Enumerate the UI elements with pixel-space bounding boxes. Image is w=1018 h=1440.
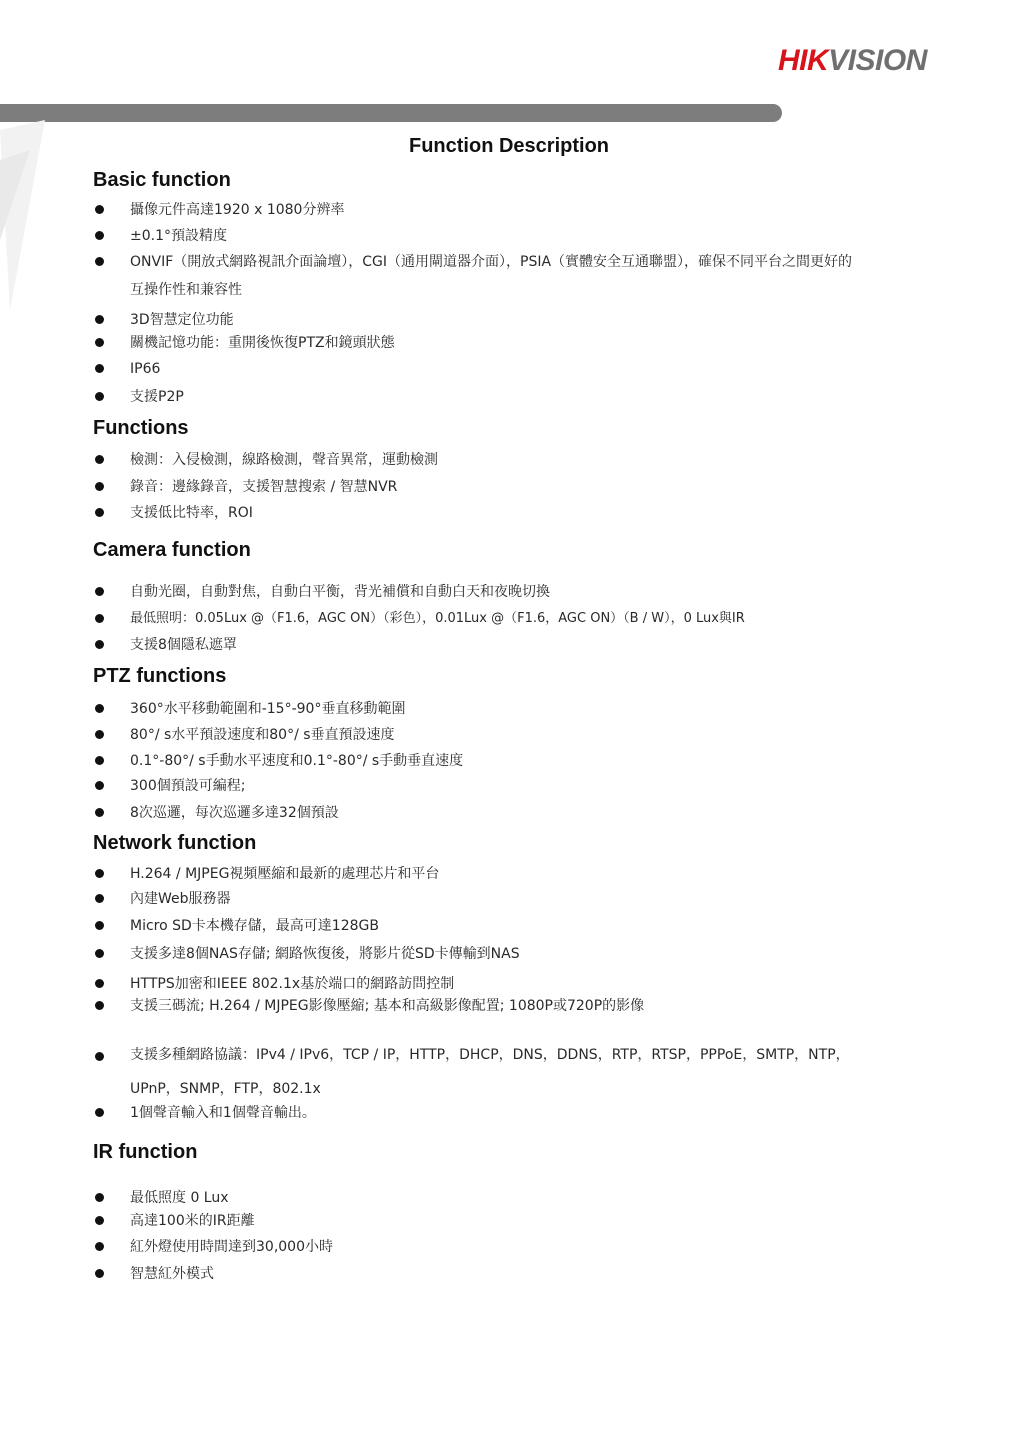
document-title: Function Description — [409, 135, 609, 157]
list-item: 高達100米的IR距離 — [95, 1207, 885, 1235]
list-item: 自動光圈，自動對焦，自動白平衡，背光補償和自動白天和夜晚切換 — [95, 578, 885, 606]
list-item: 支援多達8個NAS存儲; 網路恢復後，將影片從SD卡傳輸到NAS — [95, 940, 885, 968]
logo-text-hik: HIK — [778, 44, 829, 77]
list-item: 支援8個隱私遮罩 — [95, 631, 885, 659]
bullet-icon — [95, 640, 104, 649]
section-title-ir-function: IR function — [93, 1141, 198, 1163]
list-item: 300個預設可編程; — [95, 772, 885, 800]
bullet-icon — [95, 1001, 104, 1010]
list-item: 支援P2P — [95, 383, 885, 411]
list-item: ±0.1°預設精度 — [95, 222, 885, 250]
list-item: 8次巡邏，每次巡邏多達32個預設 — [95, 799, 885, 827]
bullet-icon — [95, 1269, 104, 1278]
bullet-icon — [95, 1216, 104, 1225]
section-title-camera-function: Camera function — [93, 539, 251, 561]
header-banner — [0, 104, 782, 122]
bullet-icon — [95, 614, 104, 623]
list-item: 攝像元件高達1920 x 1080分辨率 — [95, 196, 885, 224]
bullet-icon — [95, 1108, 104, 1117]
bullet-icon — [95, 587, 104, 596]
list-item: 支援低比特率，ROI — [95, 499, 885, 527]
bullet-icon — [95, 756, 104, 765]
bullet-icon — [95, 730, 104, 739]
bullet-icon — [95, 979, 104, 988]
list-item: 關機記憶功能：重開後恢復PTZ和鏡頭狀態 — [95, 329, 885, 357]
list-item: 360°水平移動範圍和-15°-90°垂直移動範圍 — [95, 695, 885, 723]
list-item: 1個聲音輸入和1個聲音輸出。 — [95, 1099, 885, 1127]
bullet-icon — [95, 508, 104, 517]
list-item: 0.1°-80°/ s手動水平速度和0.1°-80°/ s手動垂直速度 — [95, 747, 885, 775]
list-item: ONVIF（開放式網路視訊介面論壇），CGI（通用閘道器介面），PSIA（實體安全互通聯盟），確保不同平台之間更好的互操作性和兼容性 — [95, 248, 855, 304]
section-title-basic-function: Basic function — [93, 169, 231, 191]
list-item: 最低照明：0.05Lux @（F1.6，AGC ON）（彩色），0.01Lux @（F1.6，AGC ON）（B / W），0 Lux與IR — [95, 605, 885, 633]
list-item: Micro SD卡本機存儲，最高可達128GB — [95, 912, 885, 940]
list-item: 3D智慧定位功能 — [95, 306, 885, 334]
bullet-icon — [95, 869, 104, 878]
bullet-icon — [95, 364, 104, 373]
list-item: 內建Web服務器 — [95, 885, 885, 913]
bullet-icon — [95, 1052, 104, 1061]
list-item: 80°/ s水平預設速度和80°/ s垂直預設速度 — [95, 721, 885, 749]
section-title-network-function: Network function — [93, 832, 257, 854]
bullet-icon — [95, 257, 104, 266]
list-item: 支援多種網路協議：IPv4 / IPv6，TCP / IP，HTTP，DHCP，DNS，DDNS，RTP，RTSP，PPPoE，SMTP，NTP，UPnP，SNMP，FTP，802.1x — [95, 1038, 855, 1106]
bullet-icon — [95, 205, 104, 214]
bullet-icon — [95, 392, 104, 401]
list-item: H.264 / MJPEG視頻壓縮和最新的處理芯片和平台 — [95, 860, 885, 888]
brand-logo — [778, 44, 927, 78]
section-title-functions: Functions — [93, 417, 189, 439]
bullet-icon — [95, 894, 104, 903]
list-item: 紅外燈使用時間達到30,000小時 — [95, 1233, 885, 1261]
bullet-icon — [95, 455, 104, 464]
bullet-icon — [95, 315, 104, 324]
section-title-ptz-functions: PTZ functions — [93, 665, 227, 687]
list-item: 錄音：邊緣錄音，支援智慧搜索 / 智慧NVR — [95, 473, 885, 501]
bullet-icon — [95, 921, 104, 930]
list-item: 檢測：入侵檢測，線路檢測，聲音異常，運動檢測 — [95, 446, 885, 474]
list-item: IP66 — [95, 355, 885, 383]
bullet-icon — [95, 808, 104, 817]
list-item: HTTPS加密和IEEE 802.1x基於端口的網路訪問控制 — [95, 970, 885, 998]
list-item: 智慧紅外模式 — [95, 1260, 885, 1288]
logo-text-vision: VISION — [828, 44, 927, 77]
list-item: 支援三碼流; H.264 / MJPEG影像壓縮; 基本和高級影像配置; 1080P或720P的影像 — [95, 992, 885, 1020]
list-item: 最低照度 0 Lux — [95, 1184, 885, 1212]
bullet-icon — [95, 231, 104, 240]
bullet-icon — [95, 1242, 104, 1251]
bullet-icon — [95, 1193, 104, 1202]
bullet-icon — [95, 949, 104, 958]
bullet-icon — [95, 781, 104, 790]
bullet-icon — [95, 338, 104, 347]
bullet-icon — [95, 704, 104, 713]
bullet-icon — [95, 482, 104, 491]
